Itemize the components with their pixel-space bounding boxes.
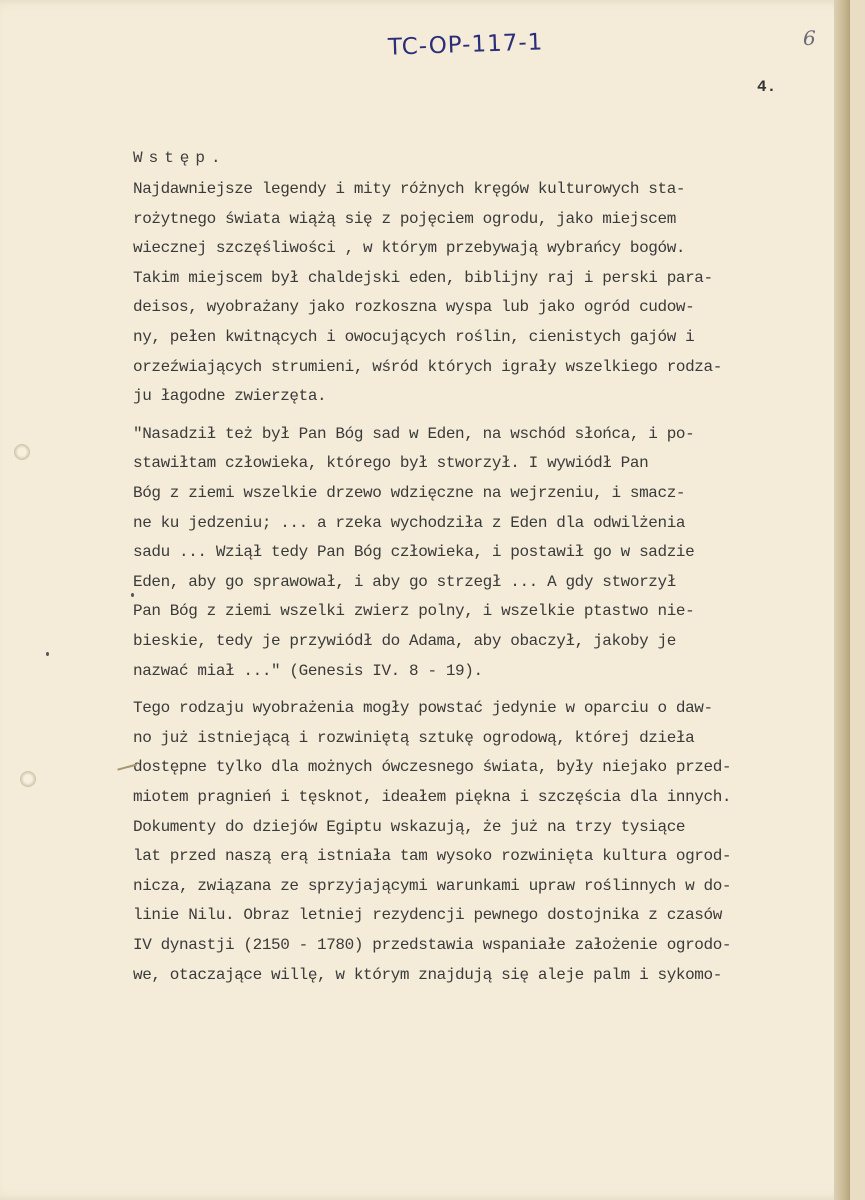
page-number: 4. — [757, 78, 777, 96]
text-line: sadu ... Wziął tedy Pan Bóg człowieka, i postawił go w sadzie — [133, 543, 695, 562]
text-line: nazwać miał ..." (Genesis IV. 8 - 19). — [133, 661, 483, 680]
text-line: Dokumenty do dziejów Egiptu wskazują, że już na trzy tysiące — [133, 817, 686, 836]
text-line: ny, pełen kwitnących i owocujących roślin, cienistych gajów i — [133, 328, 695, 346]
text-line: Pan Bóg z ziemi wszelki zwierz polny, i wszelkie ptastwo nie- — [133, 602, 695, 621]
text-line: stawiłtam człowieka, którego był stworzył. I wywiódł Pan — [133, 454, 649, 473]
text-line: no już istniejącą i rozwiniętą sztukę ogrodową, której dzieła — [133, 728, 695, 747]
next-page-edge — [834, 0, 850, 1200]
ink-speck — [46, 652, 49, 656]
ink-speck — [131, 593, 134, 597]
text-line: lat przed naszą erą istniała tam wysoko rozwinięta kultura ogrod- — [133, 847, 732, 866]
section-heading: Wstęp. — [133, 149, 227, 167]
text-line: orzeźwiających strumieni, wśród których igrały wszelkiego rodza- — [133, 357, 722, 376]
text-line: Bóg z ziemi wszelkie drzewo wdzięczne na wejrzeniu, i smacz- — [133, 484, 686, 502]
text-line: dostępne tylko dla możnych ówczesnego świata, były niejako przed- — [133, 758, 732, 777]
punch-hole — [20, 771, 36, 787]
text-line: ju łagodne zwierzęta. — [133, 387, 327, 406]
text-line: rożytnego świata wiążą się z pojęciem ogrodu, jako miejscem — [133, 209, 676, 228]
corner-page-number: 6 — [803, 26, 816, 50]
text-line: Tego rodzaju wyobrażenia mogły powstać jedynie w oparciu o daw- — [133, 699, 713, 718]
text-line: miotem pragnień i tęsknot, ideałem piękna i szczęścia dla innych. — [133, 788, 732, 806]
text-line: wiecznej szczęśliwości , w którym przebywają wybrańcy bogów. — [133, 239, 686, 258]
text-line: Eden, aby go sprawował, i aby go strzegł ... A gdy stworzył — [133, 572, 676, 591]
text-line: ne ku jedzeniu; ... a rzeka wychodziła z Eden dla odwilżenia — [133, 513, 686, 532]
text-line: linie Nilu. Obraz letniej rezydencji pewnego dostojnika z czasów — [133, 906, 722, 925]
punch-hole — [14, 444, 30, 460]
text-line: "Nasadził też był Pan Bóg sad w Eden, na wschód słońca, i po- — [133, 424, 695, 443]
text-line: Takim miejscem był chaldejski eden, biblijny raj i perski para- — [133, 268, 713, 287]
text-line: deisos, wyobrażany jako rozkoszna wyspa lub jako ogród cudow- — [133, 298, 695, 317]
text-line: IV dynastji (2150 - 1780) przedstawia wspaniałe założenie ogrodo- — [133, 936, 732, 954]
text-line: bieskie, tedy je przywiódł do Adama, aby obaczył, jakoby je — [133, 632, 676, 650]
text-line: Najdawniejsze legendy i mity różnych kręgów kulturowych sta- — [133, 180, 686, 198]
text-line: we, otaczające willę, w którym znajdują się aleje palm i sykomo- — [133, 965, 722, 984]
text-line: nicza, związana ze sprzyjającymi warunkami upraw roślinnych w do- — [133, 876, 732, 895]
catalog-mark: TC-OP-117-1 — [387, 29, 544, 61]
